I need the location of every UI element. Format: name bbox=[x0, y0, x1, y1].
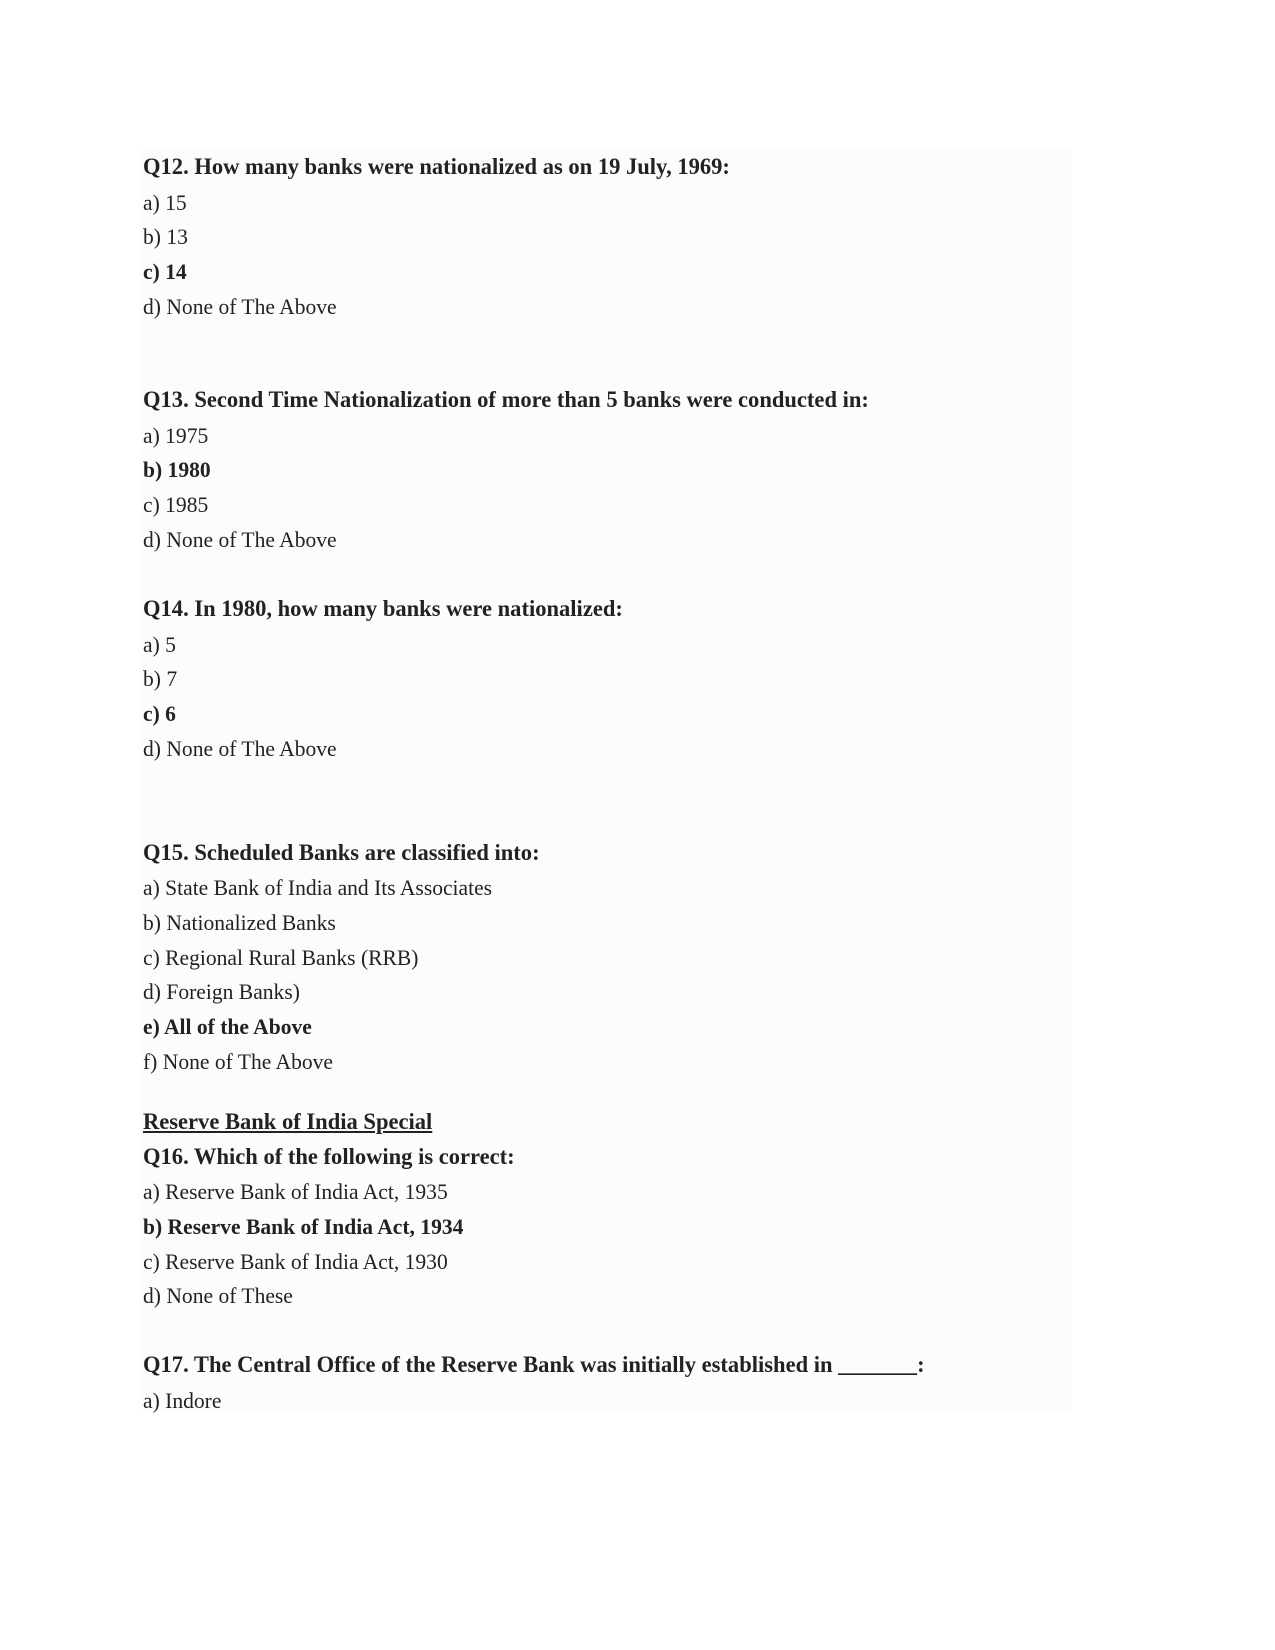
answer-option: d) Foreign Banks) bbox=[143, 979, 300, 1004]
correct-answer-option: b) Reserve Bank of India Act, 1934 bbox=[143, 1214, 464, 1239]
answer-option: a) State Bank of India and Its Associates bbox=[143, 875, 493, 900]
answer-option: d) None of These bbox=[143, 1283, 293, 1308]
answer-option: d) None of The Above bbox=[143, 736, 337, 761]
answer-option: d) None of The Above bbox=[143, 527, 337, 552]
question-text: Q14. In 1980, how many banks were nationalized: bbox=[143, 596, 623, 621]
correct-answer-option: c) 14 bbox=[143, 259, 187, 284]
section-heading: Reserve Bank of India Special bbox=[143, 1109, 433, 1134]
answer-option: f) None of The Above bbox=[143, 1049, 333, 1074]
answer-option: b) Nationalized Banks bbox=[143, 910, 336, 935]
correct-answer-option: b) 1980 bbox=[143, 457, 211, 482]
answer-option: b) 13 bbox=[143, 224, 188, 249]
correct-answer-option: e) All of the Above bbox=[143, 1014, 312, 1039]
answer-option: b) 7 bbox=[143, 666, 178, 691]
question-text: Q12. How many banks were nationalized as on 19 July, 1969: bbox=[143, 154, 730, 179]
answer-option: c) Regional Rural Banks (RRB) bbox=[143, 945, 419, 970]
correct-answer-option: c) 6 bbox=[143, 701, 176, 726]
answer-option: d) None of The Above bbox=[143, 294, 337, 319]
answer-option: a) Reserve Bank of India Act, 1935 bbox=[143, 1179, 448, 1204]
answer-option: a) 5 bbox=[143, 632, 176, 657]
answer-option: a) 15 bbox=[143, 190, 187, 215]
answer-option: c) Reserve Bank of India Act, 1930 bbox=[143, 1249, 448, 1274]
answer-option: a) 1975 bbox=[143, 423, 209, 448]
question-text: Q16. Which of the following is correct: bbox=[143, 1144, 515, 1169]
question-text: Q15. Scheduled Banks are classified into: bbox=[143, 840, 540, 865]
answer-option: c) 1985 bbox=[143, 492, 209, 517]
question-text: Q13. Second Time Nationalization of more than 5 banks were conducted in: bbox=[143, 387, 869, 412]
question-text: Q17. The Central Office of the Reserve Bank was initially established in _______: bbox=[143, 1352, 925, 1377]
answer-option: a) Indore bbox=[143, 1388, 222, 1413]
